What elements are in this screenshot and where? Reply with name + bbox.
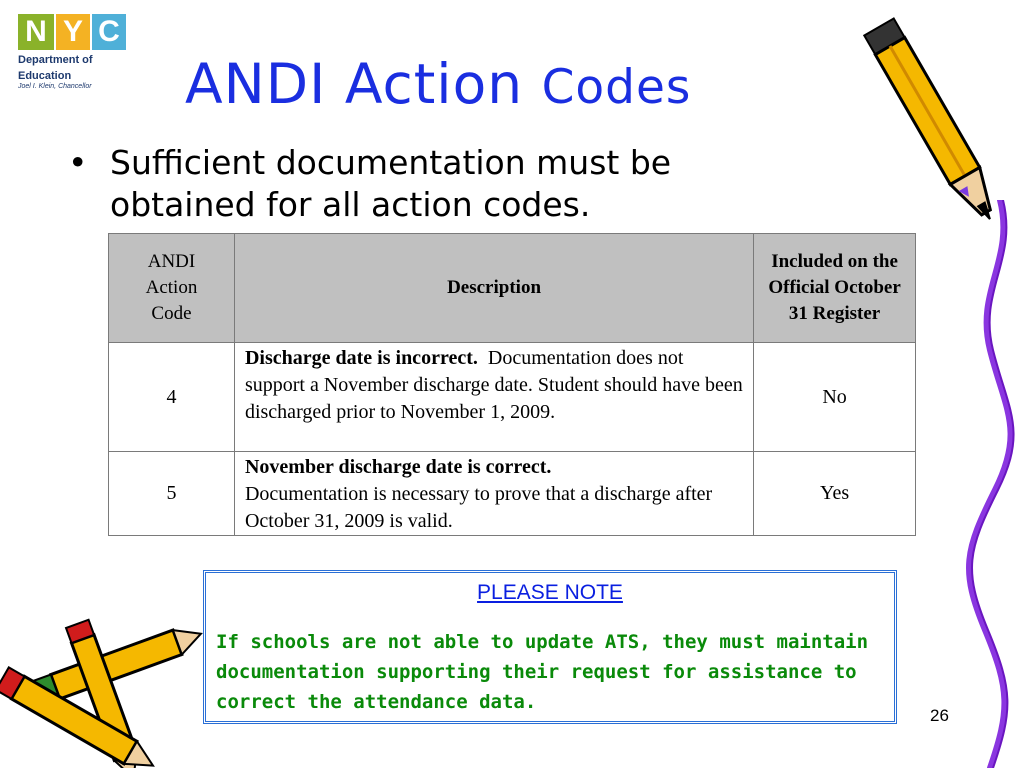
row-description-text: Documentation is necessary to prove that a discharge after October 31, 2009 is valid. xyxy=(244,483,713,532)
note-body: If schools are not able to update ATS, they must maintain documentation supporting their request for assistance to correct the attendance data. xyxy=(216,631,869,713)
header-included: Included on the Official October 31 Register xyxy=(754,234,916,343)
logo-letter-n: N xyxy=(18,14,54,50)
action-codes-table xyxy=(108,233,916,536)
row-description-text: Documentation does not support a November discharge date. Student should have been discharged prior to November 1, 2009. xyxy=(244,347,743,423)
bullet-marker: • xyxy=(68,143,88,182)
row-description xyxy=(234,452,753,536)
row-included: No xyxy=(754,343,916,452)
row-description-bold: November discharge date is correct. xyxy=(244,456,552,478)
header-description: Description xyxy=(234,234,753,343)
note-title: PLEASE NOTE xyxy=(477,581,623,604)
header-code: ANDI Action Code xyxy=(109,234,235,343)
table-row xyxy=(109,343,916,452)
row-code: 4 xyxy=(109,343,235,452)
pencils-bundle-icon xyxy=(0,610,210,768)
title-small: Codes xyxy=(541,60,692,115)
wavy-line-decoration xyxy=(940,200,1024,768)
title-main: ANDI Action xyxy=(185,52,524,116)
row-code: 5 xyxy=(109,452,235,536)
bullet-point xyxy=(68,142,768,226)
nyc-doe-logo xyxy=(18,14,128,94)
row-included: Yes xyxy=(754,452,916,536)
logo-dept-line1: Department of xyxy=(18,54,93,66)
logo-letter-c: C xyxy=(92,14,126,50)
please-note-box xyxy=(203,570,897,724)
bullet-text: Sufficient documentation must be obtained for all action codes. xyxy=(110,143,672,224)
logo-chancellor: Joel I. Klein, Chancellor xyxy=(18,83,92,90)
nyc-letters xyxy=(18,14,128,50)
pencil-icon xyxy=(860,4,1010,244)
page-number: 26 xyxy=(930,706,949,725)
logo-letter-y: Y xyxy=(56,14,90,50)
row-description-bold: Discharge date is incorrect. xyxy=(244,347,478,369)
slide-title xyxy=(185,52,691,116)
logo-dept-line2: Education xyxy=(18,70,72,82)
table-header-row xyxy=(109,234,916,343)
table-row xyxy=(109,452,916,536)
row-description xyxy=(234,343,753,452)
